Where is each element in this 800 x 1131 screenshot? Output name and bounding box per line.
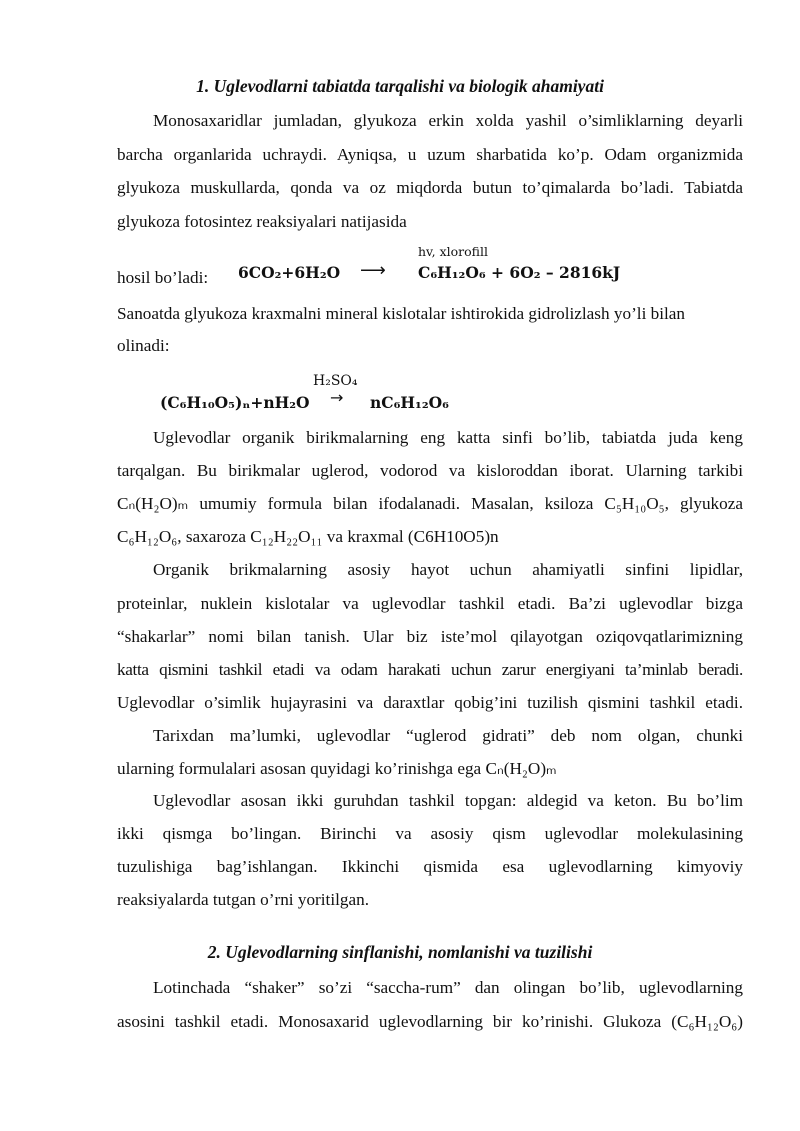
paragraph-line: glyukoza muskullarda, qonda va oz miqdorda butun to’qimalarda bo’ladi. Tabiatda xyxy=(117,178,743,197)
reaction-arrow-icon: → xyxy=(330,388,344,407)
paragraph-line: reaksiyalarda tutgan o’rni yoritilgan. xyxy=(117,890,369,909)
reaction2-reactants: (C₆H₁₀O₅)ₙ+nH₂O xyxy=(160,393,310,412)
paragraph-line: Uglevodlar asosan ikki guruhdan tashkil topgan: aldegid va keton. Bu bo’lim xyxy=(153,791,743,810)
paragraph-line: asosini tashkil etadi. Monosaxarid uglevodlarning bir ko’rinishi. Glukoza (C₆H₁₂O₆) xyxy=(117,1012,743,1031)
paragraph-line: barcha organlarida uchraydi. Ayniqsa, u uzum sharbatida ko’p. Odam organizmida xyxy=(117,145,743,164)
paragraph-line: C₆H₁₂O₆, saxaroza C₁₂H₂₂O₁₁ va kraxmal (C6H10O5)n xyxy=(117,527,499,546)
hosil-label: hosil bo’ladi: xyxy=(117,268,209,287)
paragraph-line: tarqalgan. Bu birikmalar uglerod, vodorod va kisloroddan iborat. Ularning tarkibi xyxy=(117,461,743,480)
paragraph-line: ularning formulalari asosan quyidagi ko’rinishga ega Cₙ(H₂O)ₘ xyxy=(117,759,557,778)
paragraph-line: Monosaxaridlar jumladan, glyukoza erkin xolda yashil o’simliklarning deyarli xyxy=(153,111,743,130)
paragraph-line: Sanoatda glyukoza kraxmalni mineral kislotalar ishtirokida gidrolizlash yo’li bilan xyxy=(117,304,686,323)
paragraph-line: “shakarlar” nomi bilan tanish. Ular biz iste’mol qilayotgan oziqovqatlarimizning xyxy=(117,627,743,646)
section2-heading: 2. Uglevodlarning sinflanishi, nomlanishi va tuzilishi xyxy=(207,942,593,962)
reaction1-products: C₆H₁₂O₆ + 6O₂ – 2816kJ xyxy=(418,263,621,282)
paragraph-line: olinadi: xyxy=(117,336,170,355)
reaction1-reactants: 6CO₂+6H₂O xyxy=(238,263,341,282)
section1-heading: 1. Uglevodlarni tabiatda tarqalishi va biologik ahamiyati xyxy=(196,76,604,96)
paragraph-line: ikki qismga bo’lingan. Birinchi va asosiy qism uglevodlar molekulasining xyxy=(117,824,743,843)
paragraph-line: tuzulishiga bag’ishlangan. Ikkinchi qismida esa uglevodlarning kimyoviy xyxy=(117,857,743,876)
paragraph-line: Organik brikmalarning asosiy hayot uchun ahamiyatli sinfini lipidlar, xyxy=(153,560,743,579)
paragraph-line: Lotinchada “shaker” so’zi “saccha-rum” dan olingan bo’lib, uglevodlarning xyxy=(153,978,743,997)
paragraph-line: glyukoza fotosintez reaksiyalari natijasida xyxy=(117,212,407,231)
paragraph-line: katta qismini tashkil etadi va odam harakati uchun zarur energiyani ta’minlab beradi. xyxy=(117,660,743,679)
paragraph-line: Uglevodlar o’simlik hujayrasini va daraxtlar qobig’ini tuzilish qismini tashkil etadi. xyxy=(117,693,743,712)
reaction2-products: nC₆H₁₂O₆ xyxy=(370,393,449,412)
reaction-arrow-icon: ⟶ xyxy=(360,260,386,281)
paragraph-line: Tarixdan ma’lumki, uglevodlar “uglerod gidrati” deb nom olgan, chunki xyxy=(153,726,743,745)
reaction1-condition: hv, xlorofill xyxy=(418,244,488,259)
paragraph-line: Uglevodlar organik birikmalarning eng katta sinfi bo’lib, tabiatda juda keng xyxy=(153,428,743,447)
reaction2-condition: H₂SO₄ xyxy=(313,373,358,389)
paragraph-line: proteinlar, nuklein kislotalar va uglevodlar tashkil etadi. Ba’zi uglevodlar bizga xyxy=(117,594,743,613)
paragraph-line: Cₙ(H₂O)ₘ umumiy formula bilan ifodalanadi. Masalan, ksiloza C₅H₁₀O₅, glyukoza xyxy=(117,494,743,513)
